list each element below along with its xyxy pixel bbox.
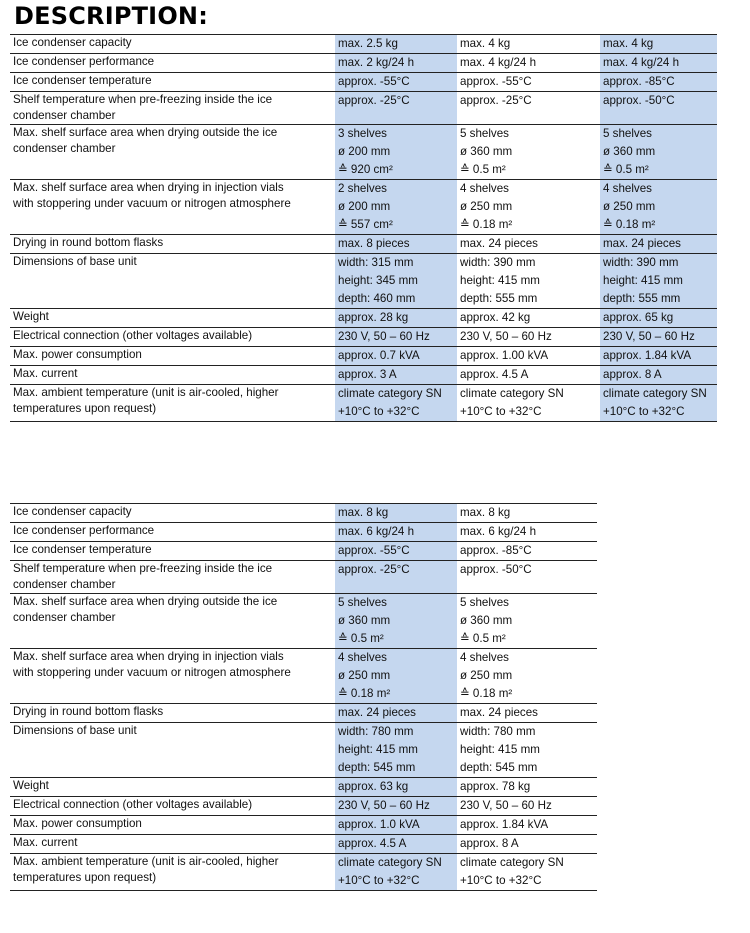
- spec-value-line: depth: 545 mm: [460, 761, 538, 774]
- spec-row: [10, 366, 717, 385]
- spec-value-line: approx. 63 kg: [338, 780, 409, 793]
- spec-label: [10, 797, 335, 816]
- spec-value: [600, 366, 717, 385]
- spec-row: [10, 854, 597, 891]
- spec-value: [600, 125, 717, 180]
- spec-value-line: 2 shelves: [338, 182, 387, 195]
- spec-value: [457, 235, 600, 254]
- spec-value: [335, 254, 457, 309]
- spec-value: [457, 92, 600, 125]
- spec-row: [10, 561, 597, 594]
- spec-value: [457, 778, 597, 797]
- spec-value: [335, 854, 457, 891]
- spec-label-line: Ice condenser capacity: [13, 505, 132, 518]
- spec-value: [600, 385, 717, 422]
- spec-value: [457, 309, 600, 328]
- spec-row: [10, 254, 717, 309]
- spec-label-line: Max. shelf surface area when drying outside the ice: [13, 595, 278, 608]
- spec-label: [10, 523, 335, 542]
- spec-value: [457, 542, 597, 561]
- spec-value-line: 230 V, 50 – 60 Hz: [338, 330, 430, 343]
- spec-label: [10, 835, 335, 854]
- spec-label: [10, 649, 335, 704]
- spec-value-line: approx. -25°C: [460, 94, 532, 107]
- spec-row: [10, 73, 717, 92]
- spec-value-line: 4 shelves: [338, 651, 387, 664]
- spec-value-line: depth: 555 mm: [603, 292, 681, 305]
- spec-row: [10, 816, 597, 835]
- spec-value: [457, 180, 600, 235]
- spec-value: [457, 366, 600, 385]
- spec-value: [335, 704, 457, 723]
- spec-label: [10, 542, 335, 561]
- spec-value-line: max. 24 pieces: [603, 237, 681, 250]
- spec-value-line: width: 390 mm: [603, 256, 679, 269]
- spec-value-line: approx. 28 kg: [338, 311, 409, 324]
- spec-value-line: width: 780 mm: [460, 725, 536, 738]
- spec-label: [10, 385, 335, 422]
- spec-value-line: max. 4 kg: [603, 37, 654, 50]
- spec-value: [335, 816, 457, 835]
- spec-row: [10, 347, 717, 366]
- spec-value: [600, 309, 717, 328]
- spec-row: [10, 523, 597, 542]
- spec-label: [10, 704, 335, 723]
- spec-value: [457, 835, 597, 854]
- spec-row: [10, 778, 597, 797]
- spec-value: [457, 347, 600, 366]
- spec-value-line: max. 24 pieces: [460, 237, 538, 250]
- spec-value-line: climate category SN: [460, 387, 564, 400]
- spec-label: [10, 125, 335, 180]
- spec-value-line: height: 415 mm: [460, 274, 540, 287]
- spec-value-line: +10°C to +32°C: [460, 405, 542, 418]
- spec-label-line: Drying in round bottom flasks: [13, 705, 164, 718]
- spec-value: [457, 561, 597, 594]
- spec-value-line: height: 345 mm: [338, 274, 418, 287]
- spec-value: [457, 125, 600, 180]
- spec-label-line: Shelf temperature when pre-freezing inside the ice: [13, 93, 273, 106]
- spec-value: [335, 309, 457, 328]
- spec-value-line: max. 4 kg/24 h: [460, 56, 537, 69]
- spec-label: [10, 816, 335, 835]
- spec-value-line: 4 shelves: [460, 651, 509, 664]
- spec-value: [335, 561, 457, 594]
- spec-value: [457, 704, 597, 723]
- spec-value: [335, 35, 457, 54]
- spec-value: [457, 54, 600, 73]
- spec-value-line: approx. -85°C: [603, 75, 675, 88]
- spec-value-line: 230 V, 50 – 60 Hz: [460, 799, 552, 812]
- spec-label: [10, 92, 335, 125]
- spec-value-line: approx. -55°C: [460, 75, 532, 88]
- spec-label: [10, 504, 335, 523]
- spec-value-line: approx. 78 kg: [460, 780, 531, 793]
- spec-label: [10, 235, 335, 254]
- spec-value-line: height: 415 mm: [460, 743, 540, 756]
- spec-value: [457, 523, 597, 542]
- spec-value-line: approx. 4.5 A: [460, 368, 529, 381]
- spec-value: [457, 649, 597, 704]
- spec-value: [335, 542, 457, 561]
- spec-value-line: depth: 545 mm: [338, 761, 416, 774]
- spec-label-line: temperatures upon request): [13, 871, 157, 884]
- spec-value-line: approx. 42 kg: [460, 311, 531, 324]
- spec-value: [457, 594, 597, 649]
- spec-row: [10, 328, 717, 347]
- spec-value-line: approx. 1.0 kVA: [338, 818, 420, 831]
- spec-value: [600, 92, 717, 125]
- spec-value: [457, 35, 600, 54]
- spec-value-line: approx. 3 A: [338, 368, 397, 381]
- spec-value: [600, 254, 717, 309]
- spec-table-1: [10, 34, 717, 422]
- spec-label-line: Max. shelf surface area when drying in injection vials: [13, 181, 284, 194]
- spec-value-line: +10°C to +32°C: [338, 874, 420, 887]
- spec-row: [10, 92, 717, 125]
- spec-value-line: +10°C to +32°C: [338, 405, 420, 418]
- spec-value-line: 230 V, 50 – 60 Hz: [603, 330, 695, 343]
- spec-table-2: [10, 503, 597, 891]
- spec-value-line: +10°C to +32°C: [603, 405, 685, 418]
- spec-label: [10, 561, 335, 594]
- spec-value: [335, 778, 457, 797]
- spec-label-line: condenser chamber: [13, 142, 116, 155]
- spec-label-line: Dimensions of base unit: [13, 724, 137, 737]
- spec-label-line: Electrical connection (other voltages available): [13, 798, 253, 811]
- spec-value-line: 5 shelves: [603, 127, 652, 140]
- spec-value: [335, 328, 457, 347]
- spec-label-line: Max. power consumption: [13, 817, 142, 830]
- spec-label-line: Ice condenser temperature: [13, 543, 152, 556]
- spec-value-line: approx. 8 A: [460, 837, 519, 850]
- spec-value-line: max. 8 kg: [460, 506, 511, 519]
- spec-label-line: with stoppering under vacuum or nitrogen atmosphere: [13, 666, 291, 679]
- spec-row: [10, 35, 717, 54]
- spec-label: [10, 328, 335, 347]
- spec-value-line: approx. 4.5 A: [338, 837, 407, 850]
- spec-row: [10, 835, 597, 854]
- spec-value-line: approx. -55°C: [338, 75, 410, 88]
- spec-label: [10, 854, 335, 891]
- spec-value: [457, 723, 597, 778]
- spec-label: [10, 778, 335, 797]
- spec-value-line: approx. 1.00 kVA: [460, 349, 549, 362]
- spec-label-line: condenser chamber: [13, 578, 116, 591]
- spec-value-line: ≙ 0.5 m²: [460, 163, 506, 176]
- spec-value: [335, 54, 457, 73]
- spec-label-line: temperatures upon request): [13, 402, 157, 415]
- spec-row: [10, 235, 717, 254]
- spec-value-line: max. 8 pieces: [338, 237, 410, 250]
- spec-value: [600, 328, 717, 347]
- spec-label-line: Ice condenser performance: [13, 524, 155, 537]
- spec-value-line: approx. -50°C: [460, 563, 532, 576]
- spec-value-line: max. 6 kg/24 h: [460, 525, 537, 538]
- spec-value: [457, 797, 597, 816]
- spec-label-line: Max. power consumption: [13, 348, 142, 361]
- spec-row: [10, 385, 717, 422]
- spec-value: [335, 723, 457, 778]
- spec-value: [600, 235, 717, 254]
- spec-value-line: climate category SN: [460, 856, 564, 869]
- spec-value-line: ø 200 mm: [338, 145, 391, 158]
- spec-value-line: max. 2 kg/24 h: [338, 56, 415, 69]
- spec-value-line: approx. 8 A: [603, 368, 662, 381]
- spec-value-line: ø 360 mm: [603, 145, 656, 158]
- spec-value-line: approx. -85°C: [460, 544, 532, 557]
- spec-row: [10, 125, 717, 180]
- spec-value-line: depth: 460 mm: [338, 292, 416, 305]
- spec-value-line: ≙ 0.18 m²: [460, 687, 513, 700]
- spec-value-line: height: 415 mm: [603, 274, 683, 287]
- spec-value-line: width: 780 mm: [338, 725, 414, 738]
- spec-label-line: Max. ambient temperature (unit is air-cooled, higher: [13, 386, 279, 399]
- spec-label-line: Max. shelf surface area when drying in injection vials: [13, 650, 284, 663]
- spec-label-line: Weight: [13, 779, 49, 792]
- spec-value-line: 4 shelves: [603, 182, 652, 195]
- spec-label: [10, 180, 335, 235]
- spec-value: [457, 854, 597, 891]
- spec-row: [10, 723, 597, 778]
- spec-label-line: Electrical connection (other voltages available): [13, 329, 253, 342]
- spec-value-line: width: 315 mm: [338, 256, 414, 269]
- spec-value-line: ≙ 0.5 m²: [460, 632, 506, 645]
- spec-value: [335, 835, 457, 854]
- spec-label: [10, 54, 335, 73]
- spec-value-line: height: 415 mm: [338, 743, 418, 756]
- spec-value-line: 5 shelves: [460, 596, 509, 609]
- spec-value-line: ø 200 mm: [338, 200, 391, 213]
- spec-label-line: Drying in round bottom flasks: [13, 236, 164, 249]
- spec-value-line: max. 8 kg: [338, 506, 389, 519]
- spec-value-line: approx. 65 kg: [603, 311, 674, 324]
- spec-value: [335, 125, 457, 180]
- spec-row: [10, 54, 717, 73]
- spec-label: [10, 594, 335, 649]
- spec-value-line: 4 shelves: [460, 182, 509, 195]
- spec-label-line: condenser chamber: [13, 109, 116, 122]
- spec-value-line: ø 360 mm: [460, 145, 513, 158]
- spec-value: [335, 385, 457, 422]
- spec-value: [335, 347, 457, 366]
- spec-label-line: Max. shelf surface area when drying outside the ice: [13, 126, 278, 139]
- spec-value-line: +10°C to +32°C: [460, 874, 542, 887]
- spec-label: [10, 723, 335, 778]
- spec-value: [335, 73, 457, 92]
- spec-value-line: ø 360 mm: [460, 614, 513, 627]
- spec-value: [335, 649, 457, 704]
- spec-value: [600, 54, 717, 73]
- spec-value: [335, 523, 457, 542]
- spec-value-line: width: 390 mm: [460, 256, 536, 269]
- spec-value-line: ≙ 0.18 m²: [338, 687, 391, 700]
- spec-row: [10, 797, 597, 816]
- spec-value: [457, 504, 597, 523]
- spec-label: [10, 35, 335, 54]
- spec-value-line: max. 4 kg/24 h: [603, 56, 680, 69]
- spec-label-line: Max. current: [13, 836, 78, 849]
- spec-value-line: ≙ 920 cm²: [338, 163, 393, 176]
- spec-row: [10, 542, 597, 561]
- spec-value-line: max. 2.5 kg: [338, 37, 398, 50]
- spec-row: [10, 504, 597, 523]
- spec-value-line: max. 24 pieces: [460, 706, 538, 719]
- spec-label-line: Ice condenser performance: [13, 55, 155, 68]
- spec-value-line: ≙ 0.5 m²: [603, 163, 649, 176]
- spec-value-line: ≙ 0.18 m²: [603, 218, 656, 231]
- spec-label: [10, 347, 335, 366]
- spec-value-line: ≙ 0.5 m²: [338, 632, 384, 645]
- spec-value-line: climate category SN: [338, 387, 442, 400]
- spec-value-line: max. 6 kg/24 h: [338, 525, 415, 538]
- spec-value-line: 230 V, 50 – 60 Hz: [338, 799, 430, 812]
- spec-value-line: approx. -25°C: [338, 563, 410, 576]
- spec-value: [335, 180, 457, 235]
- spec-value-line: climate category SN: [338, 856, 442, 869]
- spec-value-line: max. 24 pieces: [338, 706, 416, 719]
- spec-value: [335, 366, 457, 385]
- spec-label-line: Weight: [13, 310, 49, 323]
- spec-value-line: approx. -55°C: [338, 544, 410, 557]
- spec-value: [457, 73, 600, 92]
- spec-value: [457, 328, 600, 347]
- spec-value-line: depth: 555 mm: [460, 292, 538, 305]
- spec-value: [600, 347, 717, 366]
- spec-label-line: Shelf temperature when pre-freezing inside the ice: [13, 562, 273, 575]
- spec-value-line: ø 250 mm: [460, 200, 513, 213]
- spec-label-line: Ice condenser capacity: [13, 36, 132, 49]
- spec-value-line: approx. 1.84 kVA: [460, 818, 549, 831]
- spec-row: [10, 309, 717, 328]
- page-title: DESCRIPTION:: [14, 2, 209, 30]
- spec-label-line: condenser chamber: [13, 611, 116, 624]
- spec-value-line: approx. 0.7 kVA: [338, 349, 420, 362]
- spec-value-line: approx. -25°C: [338, 94, 410, 107]
- spec-value-line: max. 4 kg: [460, 37, 511, 50]
- spec-value-line: approx. 1.84 kVA: [603, 349, 692, 362]
- spec-value: [335, 235, 457, 254]
- spec-value-line: 5 shelves: [460, 127, 509, 140]
- spec-label-line: Max. ambient temperature (unit is air-cooled, higher: [13, 855, 279, 868]
- spec-label-line: Ice condenser temperature: [13, 74, 152, 87]
- spec-value: [335, 594, 457, 649]
- spec-label-line: Dimensions of base unit: [13, 255, 137, 268]
- spec-value-line: 3 shelves: [338, 127, 387, 140]
- spec-label: [10, 366, 335, 385]
- spec-value-line: approx. -50°C: [603, 94, 675, 107]
- spec-value: [335, 797, 457, 816]
- spec-row: [10, 594, 597, 649]
- spec-value: [600, 73, 717, 92]
- spec-value: [457, 385, 600, 422]
- spec-value-line: ø 250 mm: [460, 669, 513, 682]
- spec-value: [335, 92, 457, 125]
- spec-value-line: climate category SN: [603, 387, 707, 400]
- spec-label: [10, 254, 335, 309]
- spec-label-line: with stoppering under vacuum or nitrogen atmosphere: [13, 197, 291, 210]
- spec-label: [10, 73, 335, 92]
- spec-value: [600, 35, 717, 54]
- spec-value-line: ø 250 mm: [338, 669, 391, 682]
- spec-value: [457, 254, 600, 309]
- spec-row: [10, 704, 597, 723]
- spec-value-line: ≙ 0.18 m²: [460, 218, 513, 231]
- spec-value-line: 230 V, 50 – 60 Hz: [460, 330, 552, 343]
- spec-value: [335, 504, 457, 523]
- spec-value: [457, 816, 597, 835]
- spec-value: [600, 180, 717, 235]
- spec-row: [10, 649, 597, 704]
- spec-label-line: Max. current: [13, 367, 78, 380]
- spec-value-line: ≙ 557 cm²: [338, 218, 393, 231]
- spec-row: [10, 180, 717, 235]
- spec-label: [10, 309, 335, 328]
- spec-value-line: ø 250 mm: [603, 200, 656, 213]
- spec-value-line: 5 shelves: [338, 596, 387, 609]
- spec-value-line: ø 360 mm: [338, 614, 391, 627]
